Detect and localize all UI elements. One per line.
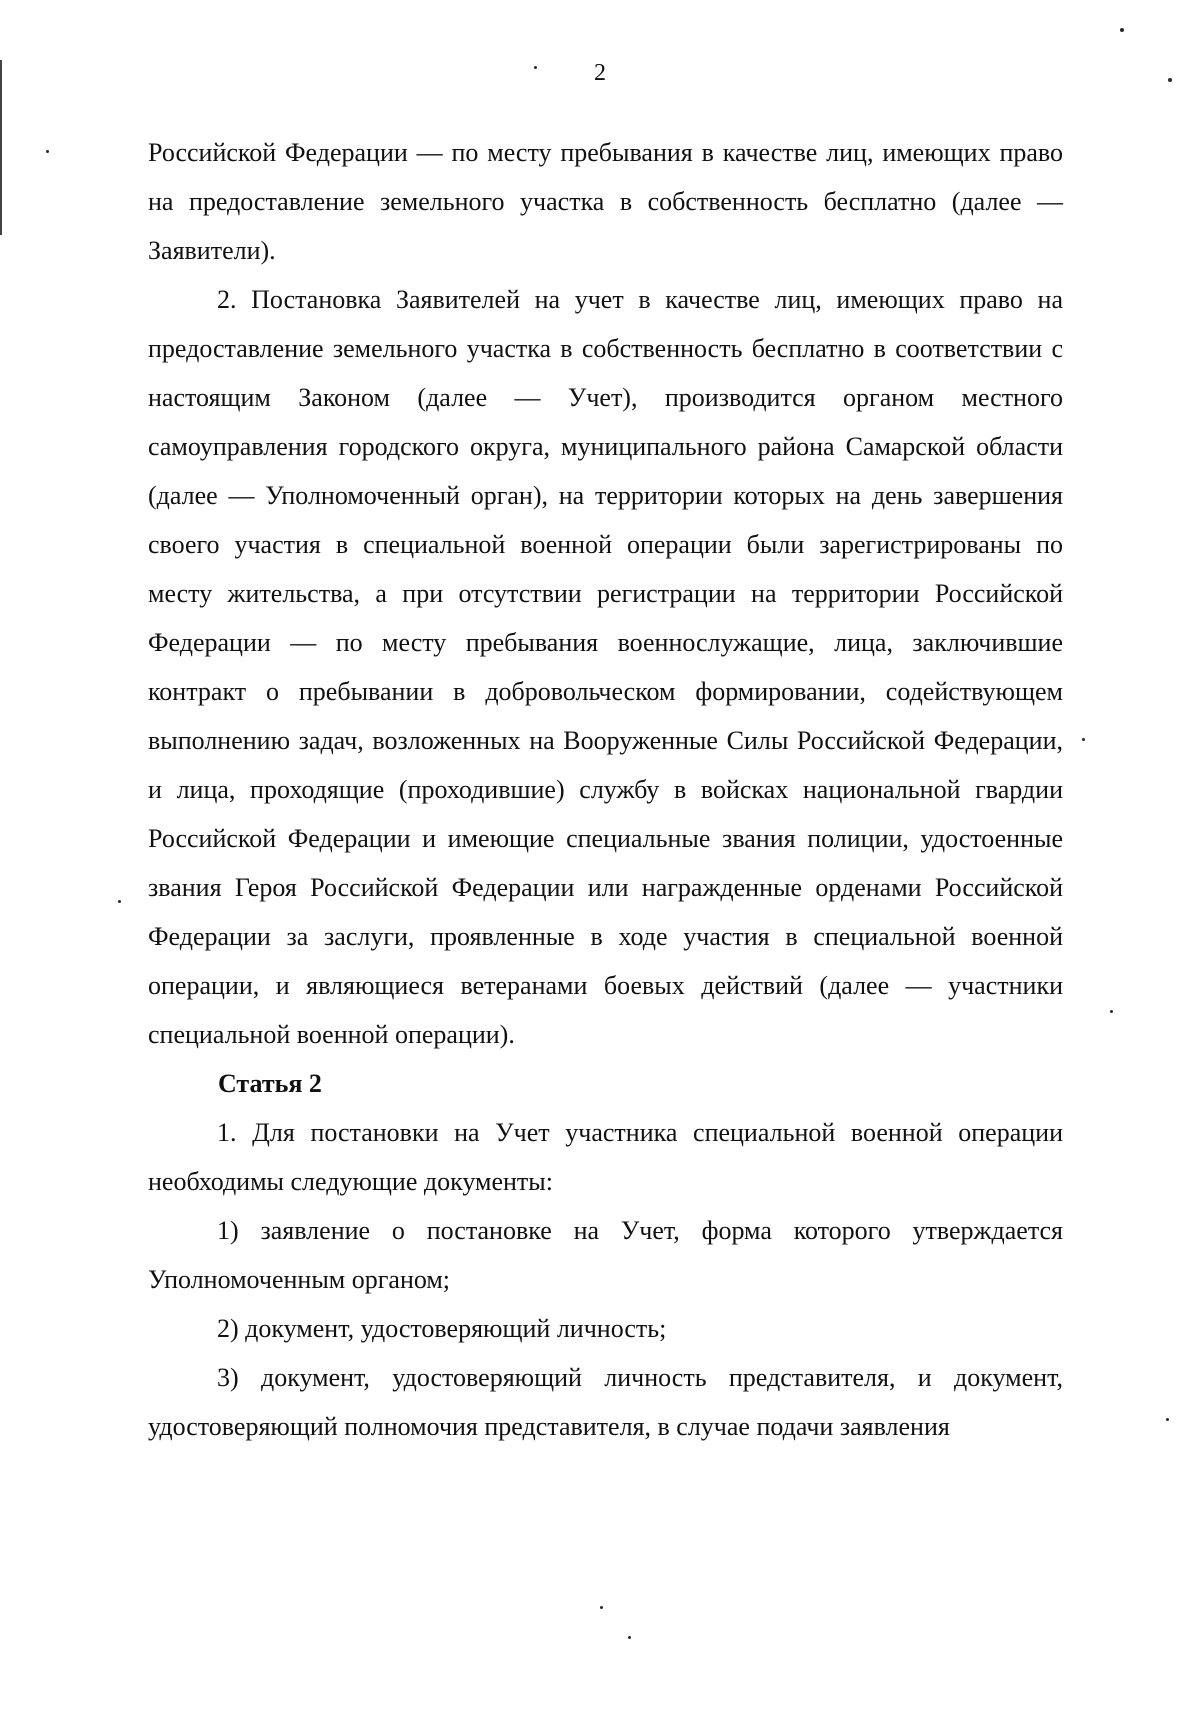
page-number: 2 bbox=[594, 60, 606, 86]
scan-speck bbox=[1168, 78, 1172, 82]
scan-speck bbox=[118, 900, 121, 903]
paragraph-continuation: Российской Федерации — по месту пребывания в качестве лиц, имеющих право на предоставление земельного участка в собственность бесплатно (далее — Заявители). bbox=[148, 138, 1063, 265]
scan-speck bbox=[1110, 1010, 1113, 1013]
article-paragraph-1: 1. Для постановки на Учет участника специальной военной операции необходимы следующие документы: bbox=[148, 1118, 1063, 1196]
document-body bbox=[148, 128, 1063, 1451]
article-heading: Статья 2 bbox=[218, 1069, 322, 1098]
list-item-2: 2) документ, удостоверяющий личность; bbox=[217, 1314, 667, 1343]
list-item-1: 1) заявление о постановке на Учет, форма которого утверждается Уполномоченным органом; bbox=[148, 1216, 1063, 1294]
scan-speck bbox=[1120, 28, 1124, 32]
scan-speck bbox=[628, 1636, 631, 1639]
scan-speck bbox=[1166, 1418, 1169, 1421]
scan-speck bbox=[534, 66, 537, 69]
scan-speck bbox=[46, 150, 49, 153]
scan-speck bbox=[1082, 738, 1085, 741]
paragraph-2: 2. Постановка Заявителей на учет в качестве лиц, имеющих право на предоставление земельного участка в собственность бесплатно в соответствии с настоящим Законом (далее — Учет), производится органом местного самоуправления городского округа, муниципального района Самарской области (далее — Уполномоченный орган), на территории которых на день завершения своего участия в специальной военной операции были зарегистрированы по месту жительства, а при отсутствии регистрации на территории Российской Федерации — по месту пребывания военнослужащие, лица, заключившие контракт о пребывании в добровольческом формировании, содействующем выполнению задач, возложенных на Вооруженные Силы Российской Федерации, и лица, проходящие (проходившие) службу в войсках национальной гвардии Российской Федерации и имеющие специальные звания полиции, удостоенные звания Героя Российской Федерации или награжденные орденами Российской Федерации за заслуги, проявленные в ходе участия в специальной военной операции, и являющиеся ветеранами боевых действий (далее — участники специальной военной операции). bbox=[148, 285, 1063, 1049]
scan-speck bbox=[600, 1606, 603, 1609]
list-item-3: 3) документ, удостоверяющий личность представителя, и документ, удостоверяющий полномочия представителя, в случае подачи заявления bbox=[148, 1363, 1063, 1441]
